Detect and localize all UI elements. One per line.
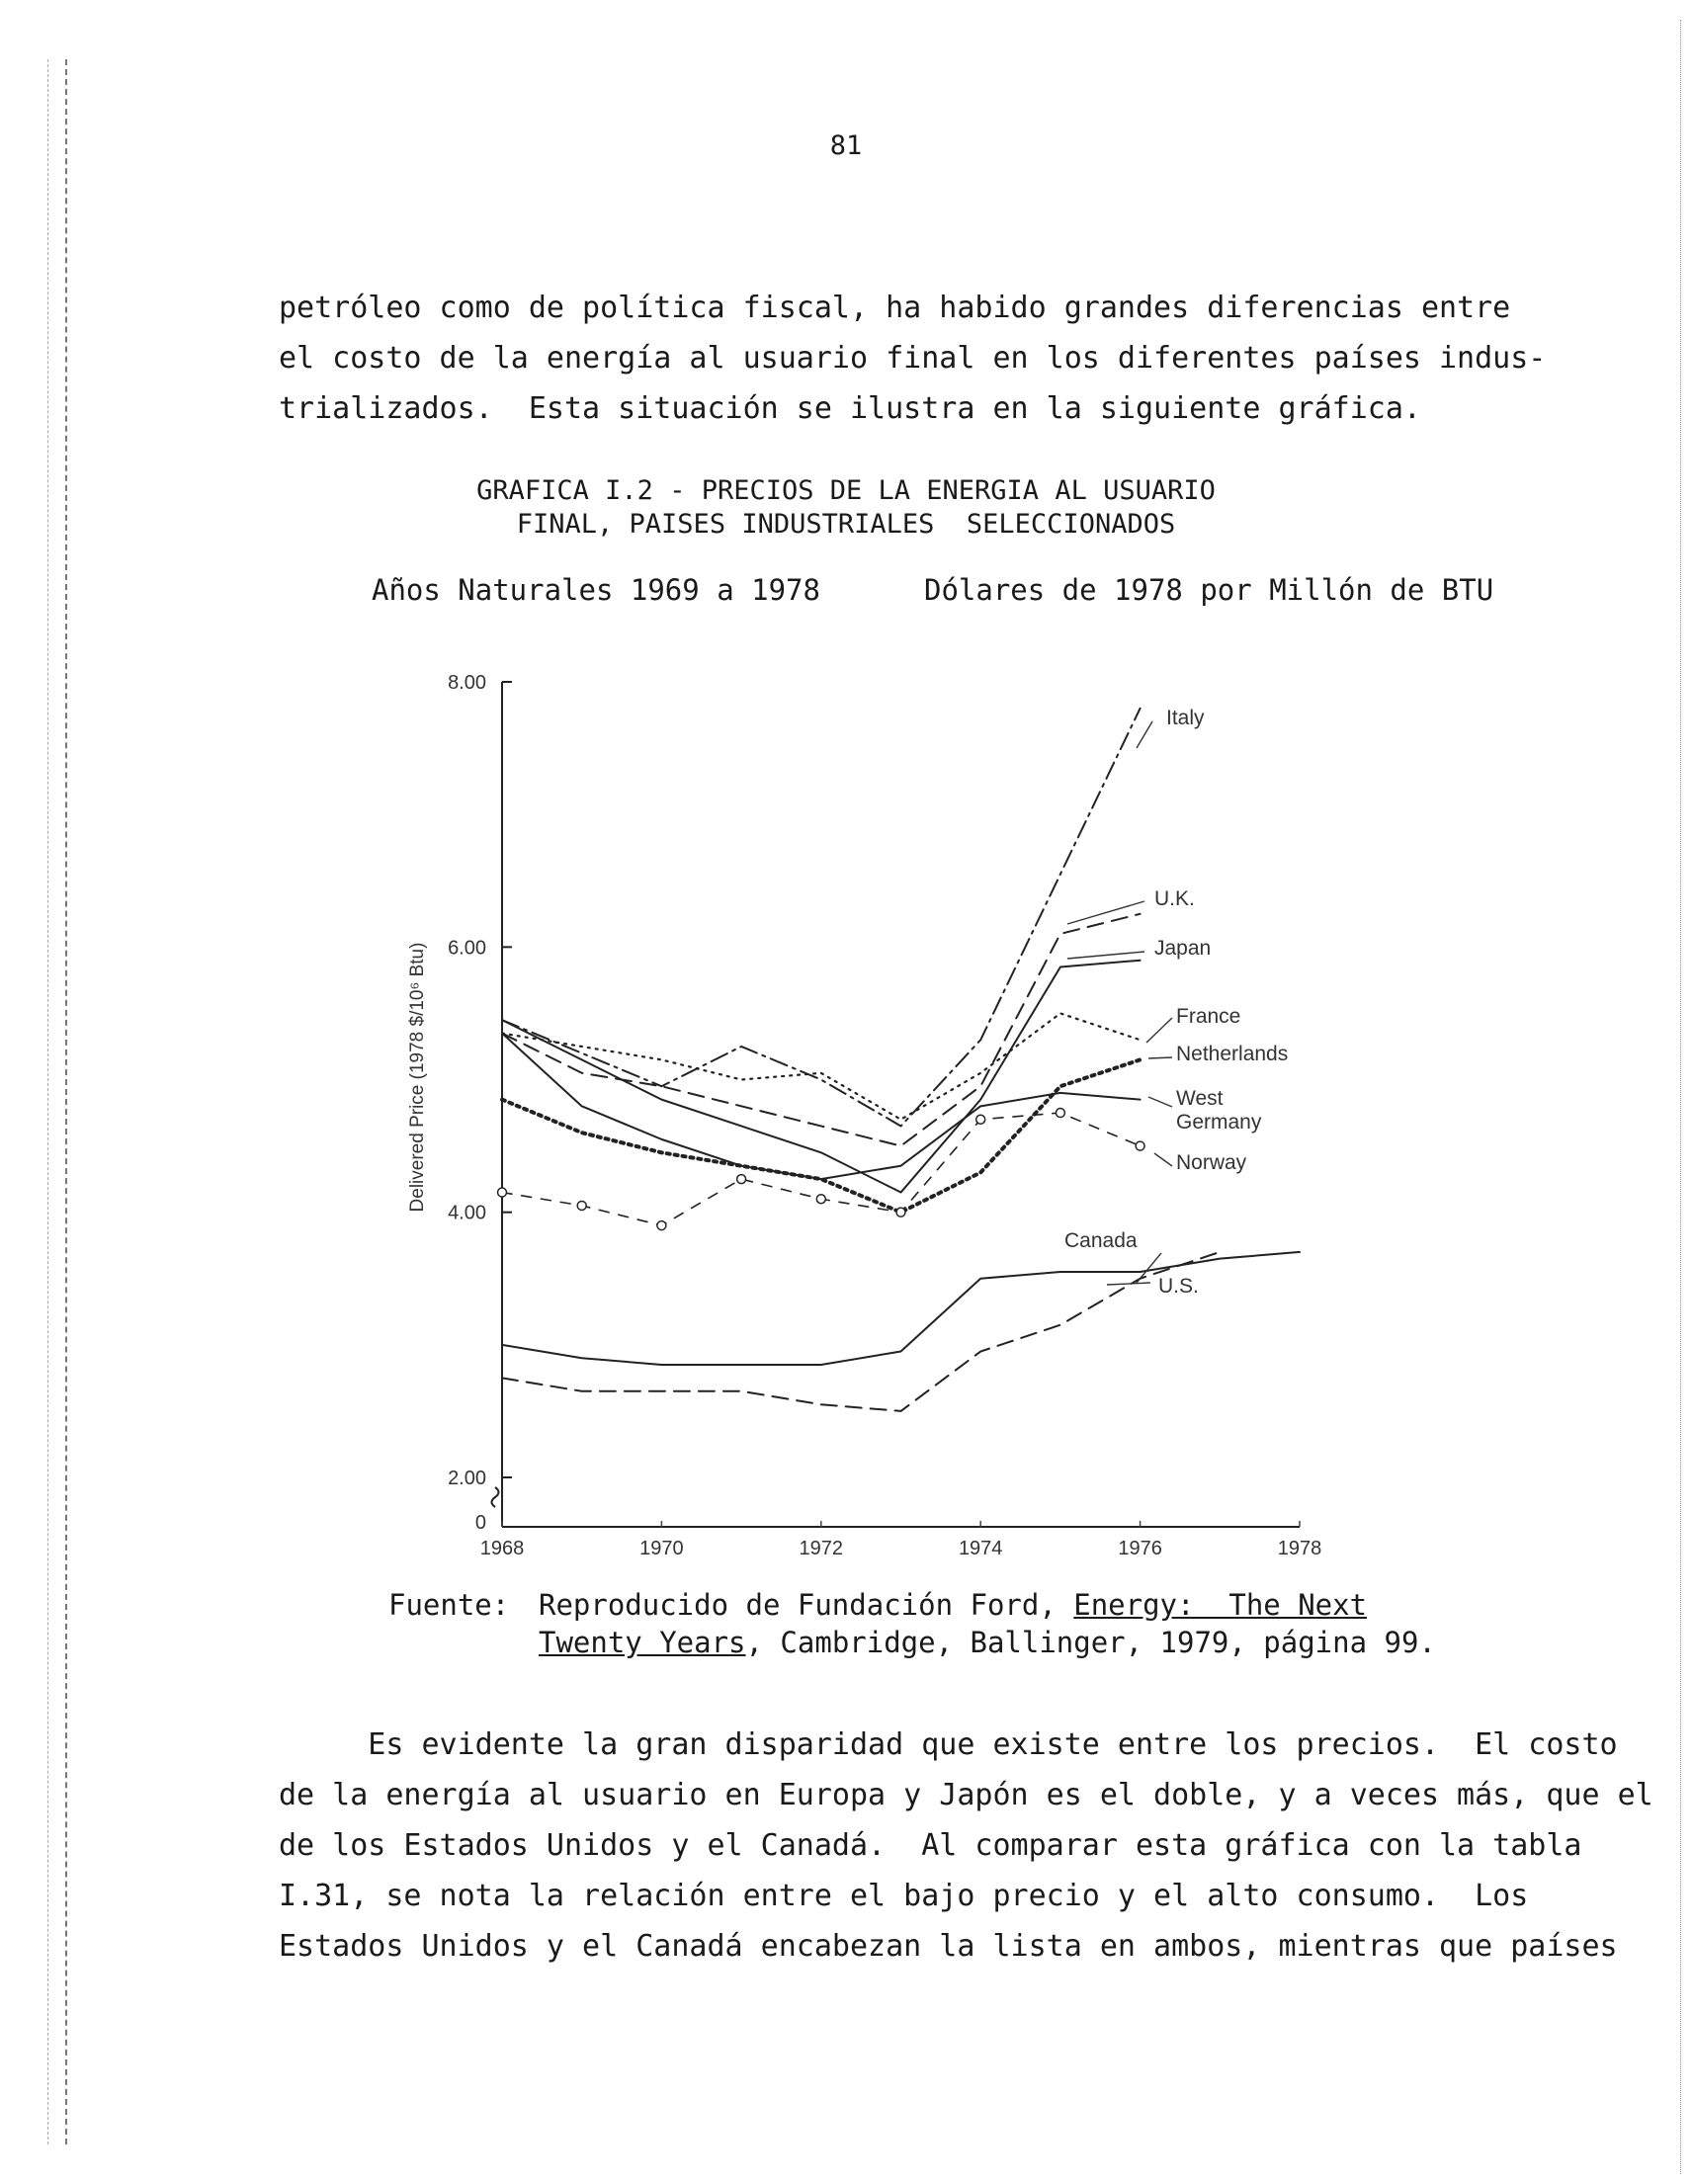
- text-line: Estados Unidos y el Canadá encabezan la lista en ambos, mientras que países: [279, 1929, 1618, 1964]
- series-point-norway: [577, 1201, 586, 1210]
- series-line-canada: [502, 1252, 1300, 1365]
- series-point-norway: [498, 1188, 507, 1197]
- source-title-part1: Energy: The Next: [1073, 1588, 1368, 1622]
- series-leader-line: [1067, 901, 1144, 924]
- y-zero-label: 0: [474, 1512, 486, 1534]
- x-tick-label: 1974: [958, 1538, 1003, 1559]
- series-label: Canada: [1064, 1229, 1138, 1252]
- series-line-netherlands: [502, 1059, 1141, 1212]
- series-leader-line: [1148, 1097, 1172, 1107]
- page-number: 81: [829, 130, 863, 161]
- source-suffix: , Cambridge, Ballinger, 1979, página 99.: [745, 1626, 1436, 1659]
- series-point-norway: [976, 1115, 985, 1124]
- series-line-west-germany: [502, 1034, 1141, 1180]
- text-line: I.31, se nota la relación entre el bajo precio y el alto consumo. Los: [279, 1879, 1529, 1913]
- y-tick-label: 4.00: [448, 1202, 486, 1224]
- series-leader-line: [1148, 1057, 1172, 1058]
- x-tick-label: 1970: [639, 1538, 684, 1559]
- y-tick-label: 8.00: [448, 672, 486, 694]
- series-line-italy: [502, 709, 1141, 1127]
- series-leader-line: [1067, 952, 1144, 959]
- source-title-part2: Twenty Years: [539, 1626, 746, 1659]
- x-tick-label: 1976: [1118, 1538, 1162, 1559]
- series-label: Norway: [1176, 1151, 1247, 1174]
- source-label: Fuente:: [388, 1588, 510, 1622]
- x-tick-label: 1978: [1277, 1538, 1322, 1559]
- series-point-norway: [737, 1175, 746, 1184]
- x-tick-label: 1972: [799, 1538, 844, 1559]
- y-tick-label: 6.00: [448, 937, 486, 960]
- series-point-norway: [896, 1208, 905, 1217]
- chart-title-line: GRAFICA I.2 - PRECIOS DE LA ENERGIA AL USUARIO: [476, 475, 1216, 506]
- discussion-paragraph: [279, 1720, 1653, 1972]
- series-point-norway: [1136, 1141, 1144, 1150]
- series-label: West: [1176, 1087, 1224, 1110]
- text-line: de los Estados Unidos y el Canadá. Al comparar esta gráfica con la tabla: [279, 1828, 1582, 1863]
- series-point-norway: [1056, 1109, 1064, 1118]
- series-point-norway: [657, 1221, 666, 1230]
- chart-period-label: Años Naturales 1969 a 1978: [372, 573, 820, 607]
- series-label: U.S.: [1158, 1275, 1199, 1298]
- series-label: Germany: [1176, 1111, 1262, 1134]
- text-line: trializados. Esta situación se ilustra en la siguiente gráfica.: [279, 391, 1421, 426]
- series-label: Netherlands: [1176, 1043, 1289, 1065]
- series-point-norway: [816, 1195, 825, 1204]
- series-line-u-k-: [502, 914, 1141, 1146]
- x-tick-label: 1968: [479, 1538, 525, 1559]
- text-line: petróleo como de política fiscal, ha habido grandes diferencias entre: [279, 291, 1511, 325]
- series-label: U.K.: [1154, 887, 1195, 910]
- source-citation: [539, 1586, 1436, 1661]
- text-line: Es evidente la gran disparidad que existe entre los precios. El costo: [279, 1727, 1618, 1762]
- series-line-norway: [502, 1113, 1141, 1225]
- y-axis-break-mark: [492, 1487, 499, 1507]
- series-label: Japan: [1154, 937, 1212, 960]
- text-line: el costo de la energía al usuario final en los diferentes países indus-: [279, 341, 1547, 376]
- y-tick-label: 2.00: [448, 1468, 486, 1489]
- chart-units-label: Dólares de 1978 por Millón de BTU: [924, 573, 1494, 607]
- text-line: de la energía al usuario en Europa y Japón es el doble, y a veces más, que el: [279, 1778, 1653, 1812]
- series-label: Italy: [1166, 707, 1205, 729]
- series-line-u-s-: [502, 1252, 1220, 1411]
- source-prefix: Reproducido de Fundación Ford,: [539, 1588, 1074, 1622]
- series-leader-line: [1107, 1283, 1150, 1285]
- series-leader-line: [1146, 1018, 1172, 1043]
- chart-title-line: FINAL, PAISES INDUSTRIALES SELECCIONADOS: [516, 509, 1176, 540]
- series-leader-line: [1137, 721, 1152, 748]
- y-axis-label: Delivered Price (1978 $/10⁶ Btu): [407, 942, 428, 1213]
- series-leader-line: [1154, 1153, 1172, 1166]
- series-label: France: [1176, 1005, 1241, 1028]
